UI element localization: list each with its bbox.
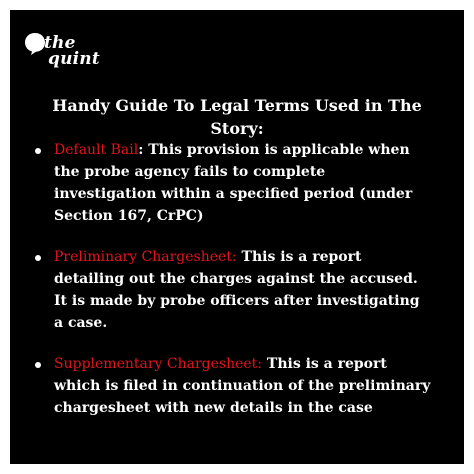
term-item-supplementary-chargesheet <box>32 353 432 419</box>
bullet-icon <box>35 255 41 261</box>
the-quint-logo <box>24 32 114 82</box>
logo-word-quint: quint <box>48 49 100 69</box>
term-definition: This is a report which is filed in continuation of the preliminary chargesheet with new details in the case <box>54 356 431 416</box>
term-definition: This is a report detailing out the charges against the accused. It is made by probe officers after investigating a case. <box>54 249 420 331</box>
infographic-card <box>10 10 464 464</box>
term-definition: This provision is applicable when the probe agency fails to complete investigation within a specified period (under Section 167, CrPC) <box>54 142 413 224</box>
term-item-default-bail <box>32 139 432 227</box>
logo-wordmark <box>44 35 100 67</box>
term-name: Preliminary Chargesheet: <box>54 249 237 265</box>
terms-list <box>32 139 432 438</box>
term-name: Supplementary Chargesheet: <box>54 356 263 372</box>
guide-heading: Handy Guide To Legal Terms Used in The Story: <box>52 96 422 138</box>
logo-word-the: the <box>44 33 76 53</box>
term-name: Default Bail <box>54 142 139 158</box>
term-separator: : <box>138 142 144 158</box>
term-item-preliminary-chargesheet <box>32 246 432 334</box>
bullet-icon <box>35 362 41 368</box>
speech-bubble-icon <box>24 32 46 56</box>
bullet-icon <box>35 148 41 154</box>
